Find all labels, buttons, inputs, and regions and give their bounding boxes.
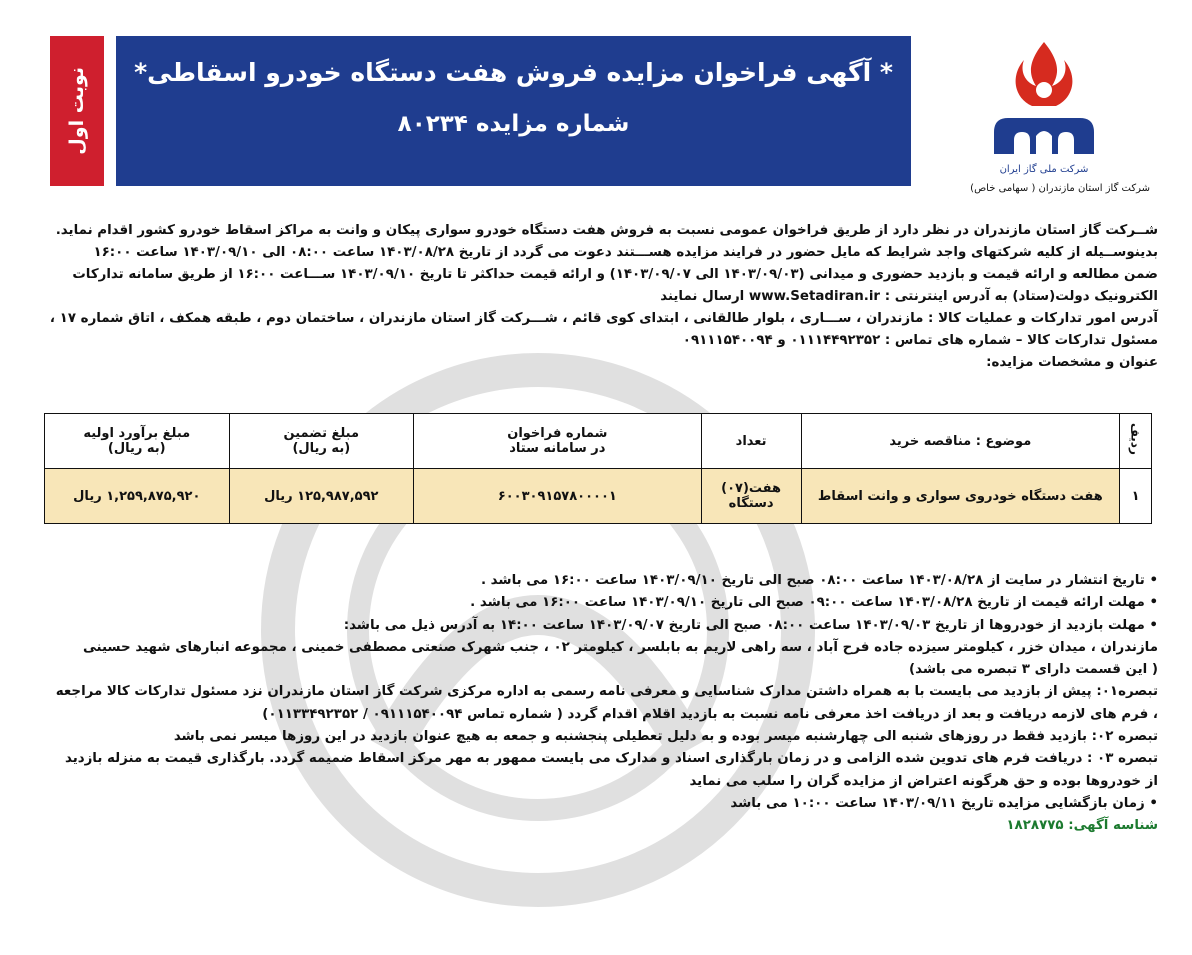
table-header-row	[45, 414, 1152, 469]
col-header-guarantee: مبلغ تضمین (به ریال)	[229, 414, 414, 469]
cell-subject: هفت دستگاه خودروی سواری و وانت اسقاط	[801, 469, 1119, 524]
cell-guarantee: ۱۲۵,۹۸۷,۵۹۲ ریال	[229, 469, 414, 524]
notice-number: شماره مزایده ۸۰۲۳۴	[397, 111, 630, 137]
col-header-index: ردیف	[1120, 414, 1152, 469]
tender-notice	[38, 30, 1158, 935]
detail-line: • تاریخ انتشار در سایت از ۱۴۰۳/۰۸/۲۸ ساعت ۰۸:۰۰ صبح الی تاریخ ۱۴۰۳/۰۹/۱۰ ساعت ۱۶:۰۰ می باشد .	[480, 573, 1158, 588]
notice-title: * آگهی فراخوان مزایده فروش هفت دستگاه خودرو اسقاطی*	[134, 58, 893, 87]
detail-line: تبصره ۰۳ : دریافت فرم های تدوین شده الزامی و در زمان بارگذاری اسناد و مدارک می بایست ممهور به مهر مرکز اسقاط ضمیمه گردد. بارگذاری قیمت به منزله بازدید	[64, 751, 1158, 767]
edition-badge	[50, 36, 104, 186]
cell-estimate: ۱,۲۵۹,۸۷۵,۹۲۰ ریال	[45, 469, 230, 524]
detail-line: تبصره ۰۲: بازدید فقط در روزهای شنبه الی چهارشنبه میسر بوده و به دلیل تعطیلی پنجشنبه و جمعه به هیچ عنوان بازدید در این روزها میسر نمی باشد	[173, 729, 1158, 745]
intro-line: ضمن مطالعه و ارائه قیمت و بازدید حضوری و میدانی (۱۴۰۳/۰۹/۰۳ الی ۱۴۰۳/۰۹/۰۷) و ارائه قیمت حداکثر تا تاریخ ۱۴۰۳/۰۹/۱۰ ســـاعت ۱۶:۰۰ از طریق سامانه تدارکات	[72, 267, 1158, 282]
detail-line: • زمان بازگشایی مزایده تاریخ ۱۴۰۳/۰۹/۱۱ ساعت ۱۰:۰۰ می باشد	[730, 795, 1158, 811]
intro-line: آدرس امور تدارکات و عملیات کالا : مازندران ، ســـاری ، بلوار طالقانی ، ابتدای کوی قائم ، شـــرکت گاز استان مازندران ، ساختمان دوم ، طبقه همکف ، اتاق شماره ۱۷ ،	[49, 311, 1158, 326]
detail-line: • مهلت ارائه قیمت از تاریخ ۱۴۰۳/۰۸/۲۸ ساعت ۰۹:۰۰ صبح الی تاریخ ۱۴۰۳/۰۹/۱۰ ساعت ۱۶:۰۰ می باشد .	[470, 595, 1158, 611]
company-logo	[938, 30, 1150, 208]
col-header-tender-number: شماره فراخوان در سامانه ستاد	[414, 414, 702, 469]
intro-line: عنوان و مشخصات مزایده:	[986, 355, 1158, 370]
detail-line: مازندران ، میدان خزر ، کیلومتر سیزده جاده فرح آباد ، سه راهی لاریم به بابلسر ، کیلومتر ۰۲ ، جنب شهرک صنعتی مصطفی خمینی ، مجموعه انبارهای شهید حسینی	[82, 639, 1158, 655]
details-text	[38, 570, 1158, 838]
col-header-subject: موضوع : مناقصه خرید	[801, 414, 1119, 469]
intro-text	[38, 220, 1158, 374]
gas-flame-logo-icon	[974, 36, 1114, 166]
edition-badge-text: نوبت اول	[66, 67, 88, 155]
col-header-quantity: تعداد	[701, 414, 801, 469]
company-name: شرکت گاز استان مازندران ( سهامی خاص)	[970, 183, 1150, 194]
logo-caption: شرکت ملی گاز ایران	[999, 164, 1089, 175]
detail-line: ( این قسمت دارای ۳ تبصره می باشد)	[908, 662, 1158, 678]
detail-line: • مهلت بازدید از خودروها از تاریخ ۱۴۰۳/۰۹/۰۳ ساعت ۰۸:۰۰ صبح الی تاریخ ۱۴۰۳/۰۹/۰۷ ساعت ۱۴:۰۰ به آدرس ذیل می باشد:	[343, 617, 1158, 633]
detail-line: از خودروها بوده و حق هرگونه اعتراض از مزایده گران را سلب می نماید	[689, 773, 1158, 789]
title-banner	[116, 36, 911, 186]
cell-quantity: هفت(۰۷) دستگاه	[701, 469, 801, 524]
ad-id: شناسه آگهی: ۱۸۲۸۷۷۵	[1006, 818, 1158, 834]
cell-tender-number: ۶۰۰۳۰۹۱۵۷۸۰۰۰۰۱	[414, 469, 702, 524]
col-header-estimate: مبلغ برآورد اولیه (به ریال)	[45, 414, 230, 469]
table-row	[45, 469, 1152, 524]
intro-line: مسئول تدارکات کالا – شماره های تماس : ۰۱۱۱۴۴۹۲۳۵۲ و ۰۹۱۱۱۵۴۰۰۹۴	[682, 333, 1158, 348]
auction-table	[44, 413, 1152, 524]
cell-index: ۱	[1120, 469, 1152, 524]
intro-line: الکترونیک دولت(ستاد) به آدرس اینترنتی : www.Setadiran.ir ارسال نمایند	[660, 289, 1158, 304]
header	[38, 30, 1158, 208]
detail-line: ، فرم های لازمه دریافت و بعد از دریافت اخذ معرفی نامه نسبت به بازدید اقلام اقدام گردد ( شماره تماس ۰۹۱۱۱۵۴۰۰۹۴ / ۰۱۱۳۳۴۹۲۳۵۲)	[262, 706, 1158, 722]
intro-line: شــرکت گاز استان مازندران در نظر دارد از طریق فراخوان عمومی نسبت به فروش هفت دستگاه خودرو سواری پیکان و وانت به مراکز اسقاط خودرو کشور اقدام نماید.	[55, 223, 1158, 238]
intro-line: بدینوســیله از کلیه شرکتهای واجد شرایط که مایل حضور در فرایند مزایده هســـتند دعوت می گردد از تاریخ ۱۴۰۳/۰۸/۲۸ ساعت ۰۸:۰۰ الی ۱۴۰۳/۰۹/۱۰ ساعت ۱۶:۰۰	[93, 245, 1158, 260]
detail-line: تبصره۰۱: پیش از بازدید می بایست با به همراه داشتن مدارک شناسایی و معرفی نامه رسمی به اداره مرکزی شرکت گاز استان مازندران نزد مسئول تدارکات کالا مراجعه	[55, 684, 1158, 700]
